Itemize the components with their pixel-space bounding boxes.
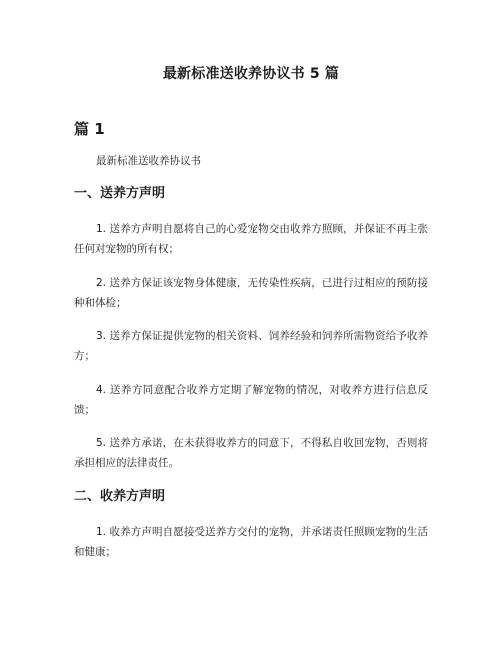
adopter-item-1: 1. 收养方声明自愿接受送养方交付的宠物，并承诺责任照顾宠物的生活和健康； bbox=[74, 526, 428, 558]
sender-item-5: 5. 送养方承诺，在未获得收养方的同意下，不得私自收回宠物，否则将承担相应的法律责任。 bbox=[74, 437, 428, 469]
sender-item-3: 3. 送养方保证提供宠物的相关资料、饲养经验和饲养所需物资给予收养方； bbox=[74, 330, 428, 362]
sender-item-2: 2. 送养方保证该宠物身体健康，无传染性疾病，已进行过相应的预防接种和体检； bbox=[74, 277, 428, 309]
document-title: 最新标准送收养协议书 5 篇 bbox=[162, 66, 340, 82]
sender-item-4: 4. 送养方同意配合收养方定期了解宠物的情况，对收养方进行信息反馈； bbox=[74, 384, 428, 416]
section-heading-adopter: 二、收养方声明 bbox=[74, 489, 166, 504]
sender-item-1: 1. 送养方声明自愿将自己的心爱宠物交由收养方照顾，并保证不再主张任何对宠物的所有权； bbox=[74, 223, 428, 255]
document-subtitle: 最新标准送收养协议书 bbox=[96, 155, 201, 167]
section-heading-sender: 一、送养方声明 bbox=[74, 186, 166, 201]
part-heading: 篇 1 bbox=[74, 120, 105, 138]
